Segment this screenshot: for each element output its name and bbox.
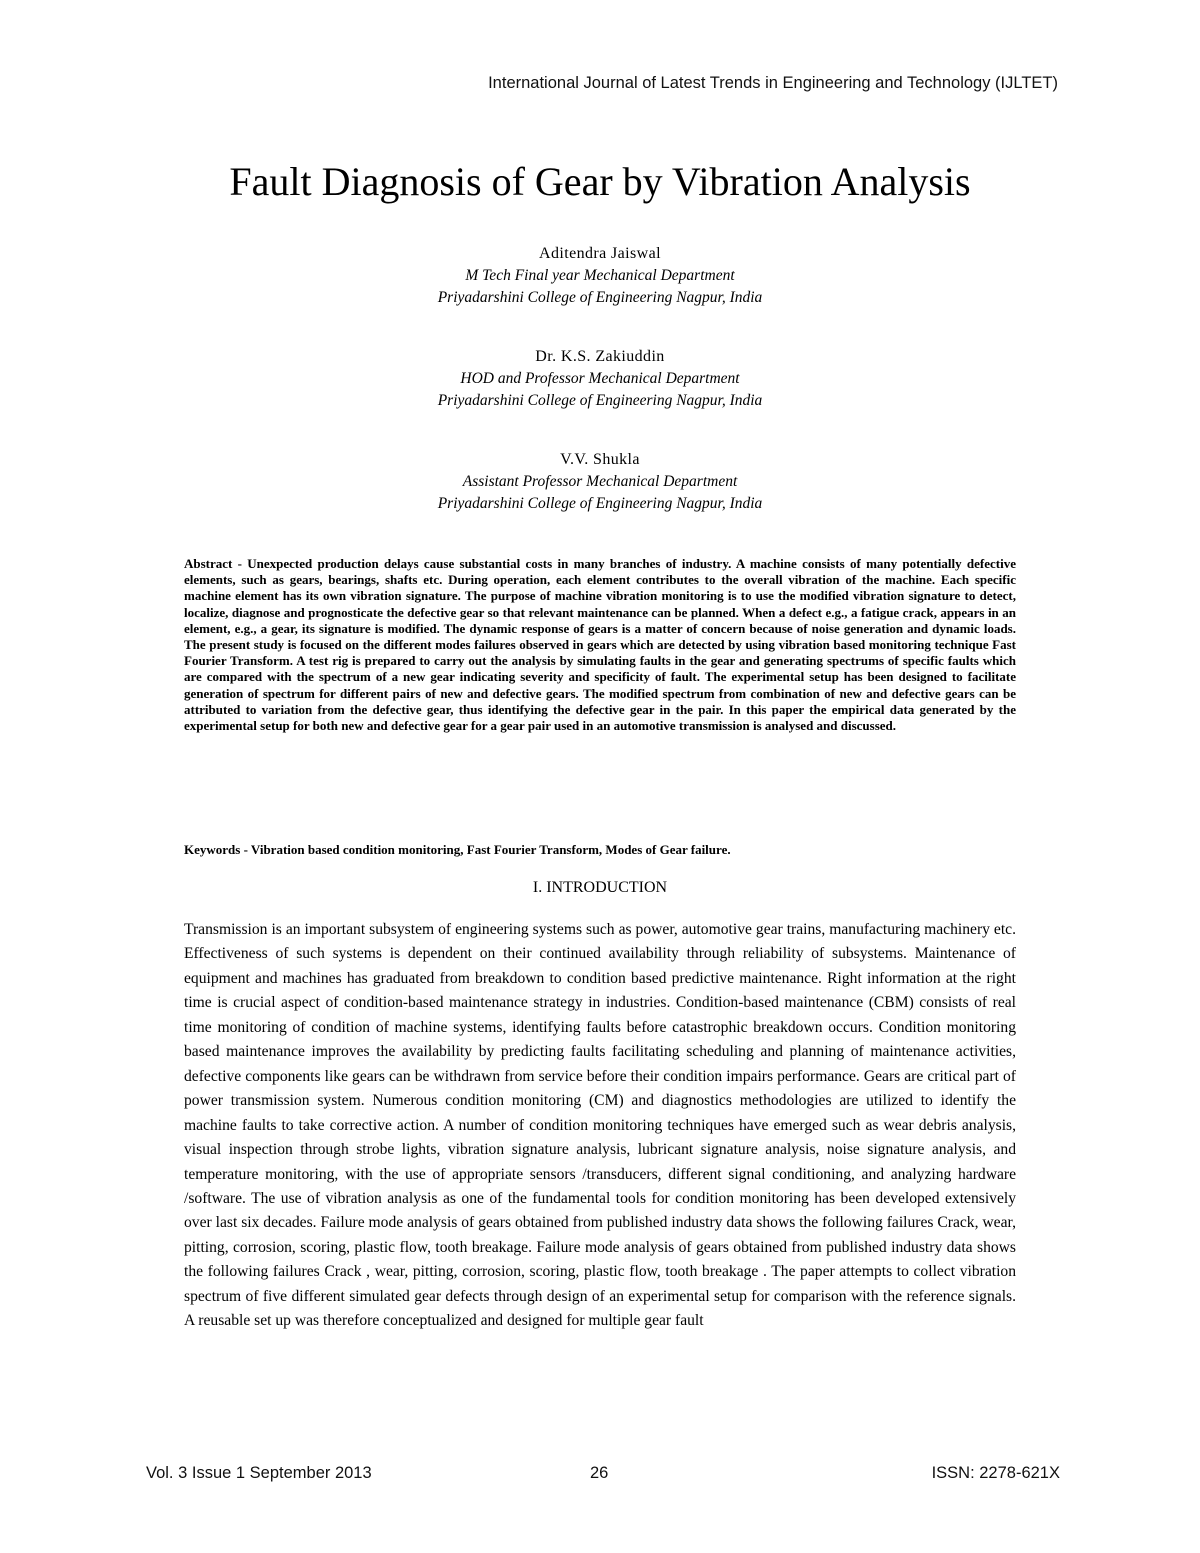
author-name: V.V. Shukla — [560, 451, 640, 468]
abstract: Abstract - Unexpected production delays cause substantial costs in many branches of industry. A machine consists of many potentially defective elements, such as gears, bearings, shafts etc. During operation, each element contributes to the overall vibration of the machine. Each specific machine element has its own vibration signature. The purpose of machine vibration monitoring is to use the modified vibration signature to detect, localize, diagnose and prognosticate the defective gear so that relevant maintenance can be planned. When a defect e.g., a fatigue crack, appears in an element, e.g., a gear, its signature is modified. The dynamic response of gears is a matter of concern because of noise generation and dynamic loads. The present study is focused on the different modes failures observed in gears which are detected by using vibration based monitoring technique Fast Fourier Transform. A test rig is prepared to carry out the analysis by simulating faults in the gear and generating spectrums of specific faults which are compared with the spectrum of a new gear indicating severity and specificity of fault. The experimental setup has been designed to facilitate generation of spectrum for different pairs of new and defective gears. The modified spectrum from combination of new and defective gears can be attributed to variation from the defective gear, thus identifying the defective gear in the pair. In this paper the empirical data generated by the experimental setup for both new and defective gear for a gear pair used in an automotive transmission is analysed and discussed. — [184, 556, 1016, 734]
keywords: Keywords - Vibration based condition monitoring, Fast Fourier Transform, Modes of Gear failure. — [184, 842, 731, 857]
footer-volume: Vol. 3 Issue 1 September 2013 — [146, 1464, 372, 1482]
author-name: Aditendra Jaiswal — [539, 245, 661, 262]
author-block — [0, 346, 1200, 449]
author-affiliation: Priyadarshini College of Engineering Nagpur, India — [437, 289, 763, 306]
author-role: HOD and Professor Mechanical Department — [460, 370, 740, 387]
footer-issn: ISSN: 2278-621X — [931, 1464, 1060, 1482]
author-name: Dr. K.S. Zakiuddin — [535, 348, 665, 365]
author-list — [0, 243, 1200, 552]
author-block — [0, 243, 1200, 346]
author-affiliation: Priyadarshini College of Engineering Nagpur, India — [437, 495, 763, 512]
footer-page-number: 26 — [590, 1464, 609, 1482]
introduction-paragraph: Transmission is an important subsystem of engineering systems such as power, automotive gear trains, manufacturing machinery etc. Effectiveness of such systems is dependent on their continued availability through reliability of subsystems. Maintenance of equipment and machines has graduated from breakdown to condition based predictive maintenance. Right information at the right time is crucial aspect of condition-based maintenance strategy in industries. Condition-based maintenance (CBM) consists of real time monitoring of condition of machine systems, identifying faults before catastrophic breakdown occurs. Condition monitoring based maintenance improves the availability by predicting faults facilitating scheduling and planning of maintenance activities, defective components like gears can be withdrawn from service before their condition impairs performance. Gears are critical part of power transmission system. Numerous condition monitoring (CM) and diagnostics methodologies are utilized to identify the machine faults to take corrective action. A number of condition monitoring techniques have emerged such as wear debris analysis, visual inspection through strobe lights, vibration signature analysis, lubricant signature analysis, noise signature analysis, and temperature monitoring, with the use of appropriate sensors /transducers, different signal conditioning, and analyzing hardware /software. The use of vibration analysis as one of the fundamental tools for condition monitoring has been developed extensively over last six decades. Failure mode analysis of gears obtained from published industry data shows the following failures Crack, wear, pitting, corrosion, scoring, plastic flow, tooth breakage. Failure mode analysis of gears obtained from published industry data shows the following failures Crack , wear, pitting, corrosion, scoring, plastic flow, tooth breakage . The paper attempts to collect vibration spectrum of five different simulated gear defects through design of an experimental setup for comparison with the reference signals. A reusable set up was therefore conceptualized and designed for multiple gear fault — [184, 921, 1016, 1330]
journal-header: International Journal of Latest Trends in Engineering and Technology (IJLTET) — [488, 74, 1058, 92]
author-role: M Tech Final year Mechanical Department — [465, 267, 735, 284]
author-affiliation: Priyadarshini College of Engineering Nagpur, India — [437, 392, 763, 409]
paper-title: Fault Diagnosis of Gear by Vibration Analysis — [229, 159, 971, 204]
author-block — [0, 449, 1200, 552]
author-role: Assistant Professor Mechanical Department — [462, 473, 738, 490]
section-heading: I. INTRODUCTION — [532, 879, 668, 896]
